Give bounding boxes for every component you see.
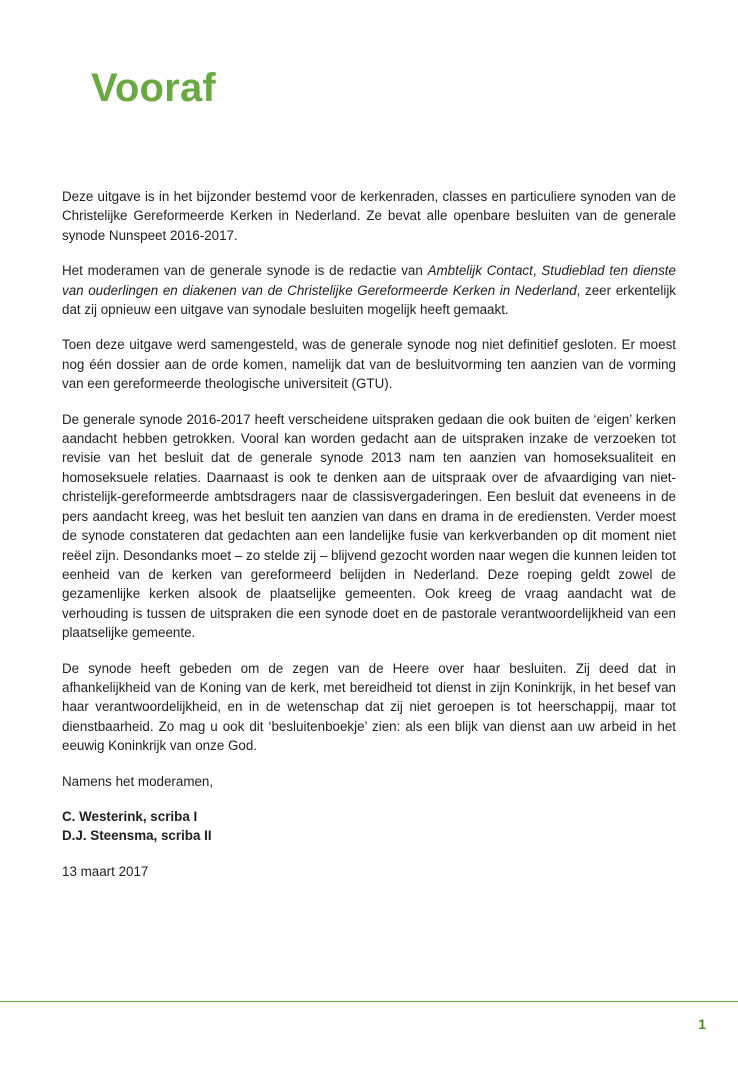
closing-line: Namens het moderamen, — [62, 773, 214, 789]
document-date: 13 maart 2017 — [62, 863, 149, 879]
prayer-paragraph: De synode heeft gebeden om de zegen van de Heere over haar besluiten. Zij deed dat in afhankelijkheid van de Koning van de kerk, met bereidheid tot dienst in zijn Koninkrijk, in het besef van haar verantwoordelijkheid, en in de wetenschap dat zij niet geroepen is tot heerschappij, maar tot dienstbaarheid. Zo mag u ook dit ‘besluitenboekje’ zien: als een blijk van dienst aan uw arbeid in het eeuwig Koninkrijk van onze God. — [62, 660, 676, 754]
publication-subtitle: Studieblad ten dienste van ouderlingen en diakenen van de Christelijke Gereformeerde Kerken in Nederland — [62, 263, 676, 298]
editorial-text-start: Het moderamen van de generale synode is de redactie van — [62, 263, 428, 279]
status-paragraph: Toen deze uitgave werd samengesteld, was de generale synode nog niet definitief gesloten. Er moest nog één dossier aan de orde komen, namelijk dat van de besluitvorming ten aanzien van de vorming van een gereformeerde theologische universiteit (GTU). — [62, 337, 676, 392]
publication-title: Ambtelijk Contact — [427, 263, 533, 279]
intro-paragraph: Deze uitgave is in het bijzonder bestemd voor de kerkenraden, classes en particuliere synoden van de Christelijke Gereformeerde Kerken in Nederland. Ze bevat alle openbare besluiten van de generale synode Nunspeet 2016-2017. — [62, 189, 676, 243]
decisions-paragraph: De generale synode 2016-2017 heeft verscheidene uitspraken gedaan die ook buiten de ‘eigen’ kerken aandacht hebben getrokken. Vooral kan worden gedacht aan de uitspraken inzake de verzoeken tot revisie van het besluit dat de generale synode 2013 nam ten aanzien van homoseksualiteit en homoseksuele relaties. Daarnaast is ook te denken aan de uitspraak over de afvaardiging van niet-christelijk-gereformeerde ambtsdragers naar de classisvergaderingen. Een besluit dat eveneens in de pers aandacht kreeg, was het besluit ten aanzien van dans en drama in de erediensten. Verder moest de synode constateren dat gedachten aan een landelijke fusie van kerkverbanden op dit moment niet reëel zijn. Desondanks moet – zo stelde zij – blijvend gezocht worden naar wegen die kunnen leiden tot eenheid van de kerken van gereformeerd belijden in Nederland. Deze roeping geldt zowel de gezamenlijke kerken alsook de plaatselijke gemeenten. Ook kreeg de vraag aandacht wat de verhouding is tussen de uitspraken die een synode doet en de pastorale verantwoordelijkheid van een plaatselijke gemeente. — [62, 411, 676, 641]
document-body — [62, 187, 676, 897]
editorial-paragraph — [62, 261, 676, 319]
editorial-text-end: , zeer erkentelijk dat zij opnieuw een uitgave van synodale besluiten mogelijk heeft gemaakt. — [62, 282, 676, 318]
page-title: Vooraf — [91, 66, 216, 110]
footer-divider — [0, 1001, 738, 1002]
page-number: 1 — [698, 1016, 706, 1032]
editorial-separator: , — [532, 263, 542, 279]
signatory-2: D.J. Steensma, scriba II — [62, 828, 212, 844]
signatory-1: C. Westerink, scriba I — [62, 808, 198, 824]
